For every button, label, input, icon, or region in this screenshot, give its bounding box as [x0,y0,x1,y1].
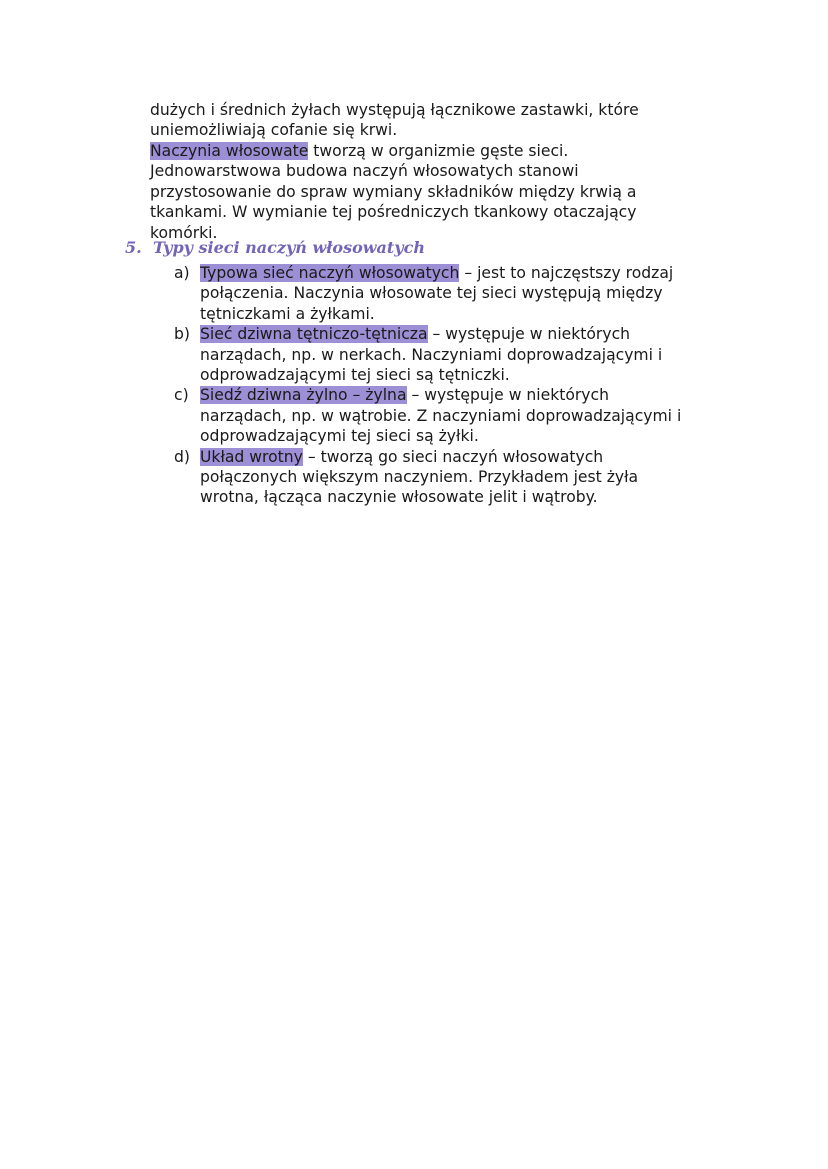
list-item [170,263,730,324]
list-marker: c) [174,386,189,405]
text-fragment: – jest to najczęstszy rodzaj [459,264,674,282]
text-line [200,447,730,467]
capillary-network-list [170,263,730,508]
capillaries-paragraph [150,141,710,243]
list-item [170,324,730,385]
text-line: połączenia. Naczynia włosowate tej sieci występują między [200,284,663,303]
text-line: połączonych większym naczyniem. Przykładem jest żyła [200,468,639,487]
list-marker: b) [174,325,190,344]
section-number: 5. [125,238,142,257]
text-line: dużych i średnich żyłach występują łącznikowe zastawki, które [150,101,639,119]
text-line: narządach, np. w wątrobie. Z naczyniami doprowadzającymi i [200,406,682,425]
text-line: Jednowarstwowa budowa naczyń włosowatych stanowi [150,162,579,181]
highlighted-term: Siedź dziwna żylno – żylna [200,386,407,405]
text-line [200,385,730,405]
list-item [170,385,730,446]
intro-paragraph [150,100,710,141]
text-line: narządach, np. w nerkach. Naczyniami doprowadzającymi i [200,345,663,364]
highlighted-term: Sieć dziwna tętniczo-tętnicza [200,325,428,344]
text-line: tkankami. W wymianie tej pośredniczych tkankowy otaczający [150,203,637,222]
highlighted-term: Typowa sieć naczyń włosowatych [200,264,460,282]
text-line: tętniczkami a żyłkami. [200,304,375,323]
highlighted-term: Układ wrotny [200,447,303,466]
text-line: odprowadzającymi tej sieci są żyłki. [200,427,479,446]
text-fragment: – tworzą go sieci naczyń włosowatych [302,447,604,466]
list-marker: a) [174,264,190,282]
text-fragment: – występuje w niektórych [406,386,609,405]
text-line: odprowadzającymi tej sieci są tętniczki. [200,366,510,385]
list-marker: d) [174,447,190,466]
text-line [200,263,730,283]
text-fragment: – występuje w niektórych [427,325,631,344]
list-item [170,447,730,508]
text-line: przystosowanie do spraw wymiany składników między krwią a [150,182,637,201]
section-heading [125,238,425,257]
text-line: wrotna, łącząca naczynie włosowate jelit i wątroby. [200,488,598,507]
text-line: komórki. [150,223,218,242]
section-title: Typy sieci naczyń włosowatych [153,238,425,257]
text-fragment: tworzą w organizmie gęste sieci. [308,142,569,160]
highlighted-term: Naczynia włosowate [150,142,309,160]
text-line: uniemożliwiają cofanie się krwi. [150,121,398,140]
text-line [150,141,710,161]
text-line [200,324,730,344]
